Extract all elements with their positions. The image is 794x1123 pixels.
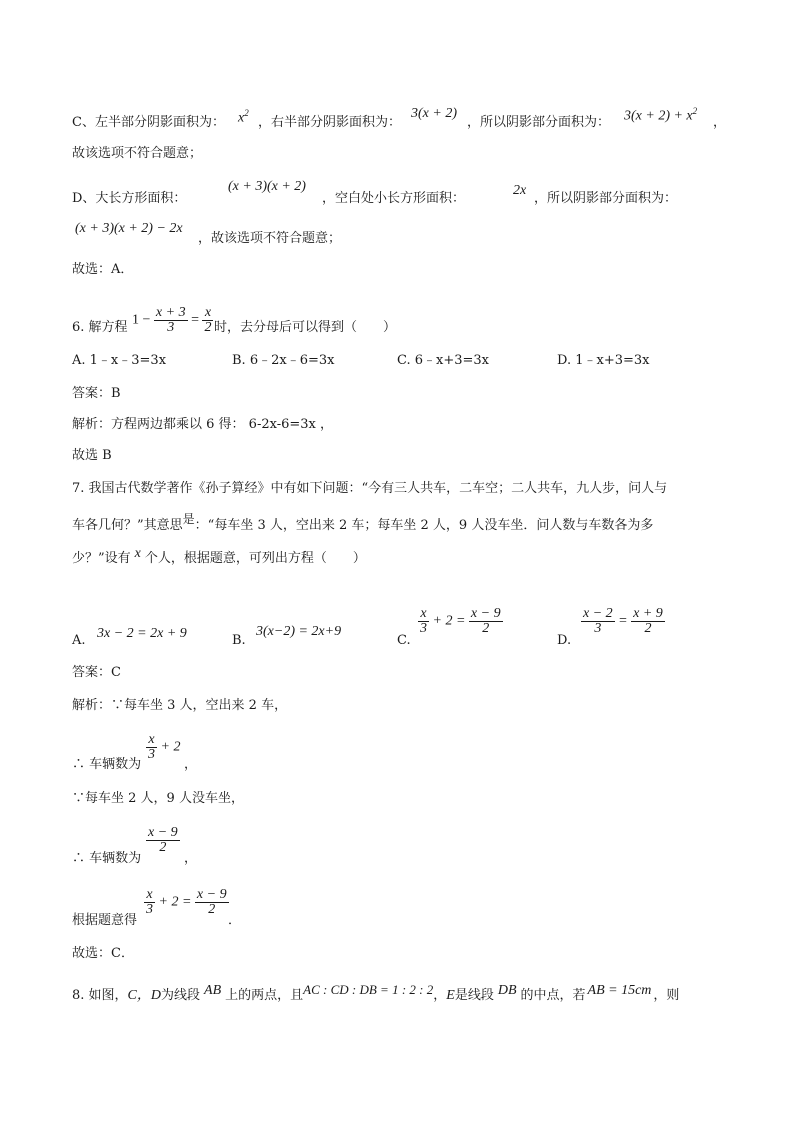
q7-analysis-1: 解析：∵每车坐 3 人，空出来 2 车， [72, 698, 288, 713]
q6-answer: 答案：B [72, 386, 121, 401]
denominator: 3 [420, 621, 427, 636]
denominator: 3 [148, 747, 155, 762]
q7-option-a-eq: 3x − 2 = 2x + 9 [97, 626, 187, 641]
text-span: C、左半部分阴影面积为： [72, 115, 225, 130]
option-d-conclusion: ，故该选项不符合题意； [198, 231, 342, 246]
q6-prefix: 6. 解方程 [72, 320, 128, 335]
math-2x: 2x [513, 183, 527, 198]
fraction [146, 826, 180, 855]
text-span: 是 [182, 512, 195, 526]
text-span: ，右半部分阴影面积为： [258, 115, 402, 130]
numerator: x + 9 [633, 606, 663, 621]
text-span: 车各几何？”其意思 [72, 518, 183, 533]
math-var: x [238, 110, 245, 126]
denominator: 2 [644, 621, 652, 636]
equals: = [455, 613, 466, 629]
q7-option-d-eq [581, 607, 665, 636]
equals: = [618, 613, 628, 629]
plus-two: + 2 [160, 739, 181, 755]
option-d-text-3: ，所以阴影部分面积为： [534, 191, 678, 206]
math-shaded-total [624, 106, 697, 125]
q7-fraction-1 [146, 733, 180, 762]
math-var: DB [497, 983, 517, 998]
option-c-conclusion: 故该选项不符合题意； [72, 146, 203, 161]
option-d-text-2: ，空白处小长方形面积： [322, 191, 466, 206]
math-3x2: 3(x + 2) [411, 106, 457, 121]
text-span: ， [433, 988, 447, 1003]
q6-analysis: 解析：方程两边都乘以 6 得： 6-2x-6=3x ， [72, 417, 333, 432]
denominator: 2 [208, 902, 216, 917]
option-c-text-3 [467, 115, 610, 131]
q6-option-a: A. 1﹣x﹣3=3x [72, 353, 167, 368]
q7-option-b-eq: 3(x−2) = 2x+9 [256, 624, 342, 639]
q7-option-b-label: B. [232, 633, 246, 648]
denominator: 3 [146, 902, 153, 917]
q8-line [72, 982, 680, 1004]
q6-option-b: B. 6﹣2x﹣6=3x [232, 353, 335, 368]
q7-therefore-1: ∴ 车辆数为 [72, 757, 142, 772]
equals: = [191, 312, 199, 328]
q6-suffix: 时，去分母后可以得到（ ） [214, 320, 397, 335]
period: ． [228, 913, 242, 928]
q6-option-d: D. 1﹣x+3=3x [557, 353, 650, 368]
text-span: 是线段 [454, 988, 494, 1003]
superscript: 2 [692, 106, 698, 116]
q7-option-c-label: C. [397, 633, 411, 648]
denominator: 3 [167, 320, 175, 335]
numerator: x [202, 306, 213, 321]
q7-fraction-2 [146, 826, 180, 855]
q6-equation [132, 306, 213, 335]
q7-line-2 [72, 512, 654, 534]
text-span: ，所以阴影部分面积为： [467, 115, 611, 130]
fraction [469, 607, 503, 636]
math-var: x [134, 546, 141, 561]
math-var: AB [204, 983, 222, 998]
numerator: x [418, 607, 429, 622]
eq-lead: 1 − [132, 312, 151, 328]
fraction [144, 888, 155, 917]
text-span: 8. 如图， [72, 988, 128, 1003]
choose-a: 故选：A． [72, 262, 134, 277]
numerator: x [146, 733, 157, 748]
q7-equation [144, 888, 229, 917]
equals: = [181, 894, 192, 910]
q6-choose: 故选 B [72, 448, 112, 463]
denominator: 2 [159, 840, 167, 855]
math-d-result: (x + 3)(x + 2) − 2x [75, 221, 183, 236]
math-var: E [446, 988, 455, 1003]
math-var: C，D [127, 988, 161, 1003]
q7-because-2: ∵每车坐 2 人，9 人没车坐， [72, 791, 244, 806]
text-span: ，则 [653, 988, 680, 1003]
numerator: x − 9 [148, 825, 178, 840]
superscript: 2 [244, 108, 249, 118]
q7-option-c-eq [418, 607, 503, 636]
q7-option-d-label: D. [557, 633, 572, 648]
plus-two: + 2 [432, 613, 453, 629]
text-span: ：“每车坐 3 人，空出来 2 车；每车坐 2 人，9 人没车坐．问人数与车数各为多 [194, 518, 654, 533]
math-x-squared [238, 108, 249, 127]
q7-line-1: 7. 我国古代数学著作《孙子算经》中有如下问题：“今有三人共车，二车空；二人共车，九人步，问人与 [72, 481, 668, 496]
math-ratio: AC : CD : DB = 1 : 2 : 2 [303, 982, 434, 997]
math-big-rect: (x + 3)(x + 2) [228, 179, 306, 194]
q7-line-3 [72, 546, 366, 567]
q7-by-meaning: 根据题意得 [72, 913, 138, 928]
numerator: x − 2 [583, 606, 613, 621]
denominator: 2 [482, 621, 490, 636]
fraction [581, 607, 615, 636]
plus-two: + 2 [158, 894, 179, 910]
fraction [146, 733, 157, 762]
text-span: 的中点，若 [520, 988, 586, 1003]
q7-therefore-2: ∴ 车辆数为 [72, 851, 142, 866]
text-span: 个人，根据题意，可列出方程（ ） [144, 551, 366, 566]
text-span: 少？”设有 [72, 551, 131, 566]
numerator: x − 9 [470, 606, 501, 621]
fraction [418, 607, 429, 636]
numerator: x + 3 [155, 305, 186, 320]
option-c-text-2 [258, 115, 401, 131]
fraction [195, 888, 229, 917]
math-expr: 3(x + 2) + x [624, 108, 693, 124]
fraction [631, 607, 665, 636]
math-length: AB = 15cm [587, 983, 652, 998]
option-c-text [72, 115, 225, 131]
comma: ， [184, 757, 198, 772]
comma: ， [713, 115, 727, 130]
q7-choose: 故选：C． [72, 946, 134, 961]
q7-answer: 答案：C [72, 665, 121, 680]
q7-option-a-label: A. [72, 633, 86, 648]
text-span: 为线段 [161, 988, 201, 1003]
text-span: 上的两点，且 [225, 988, 304, 1003]
q6-option-c: C. 6﹣x+3=3x [397, 353, 490, 368]
denominator: 3 [594, 621, 602, 636]
fraction [154, 306, 188, 335]
numerator: x − 9 [196, 887, 227, 902]
fraction [202, 306, 213, 335]
comma: ， [184, 851, 198, 866]
denominator: 2 [204, 320, 212, 335]
option-d-text: D、大长方形面积： [72, 191, 187, 206]
numerator: x [144, 888, 155, 903]
